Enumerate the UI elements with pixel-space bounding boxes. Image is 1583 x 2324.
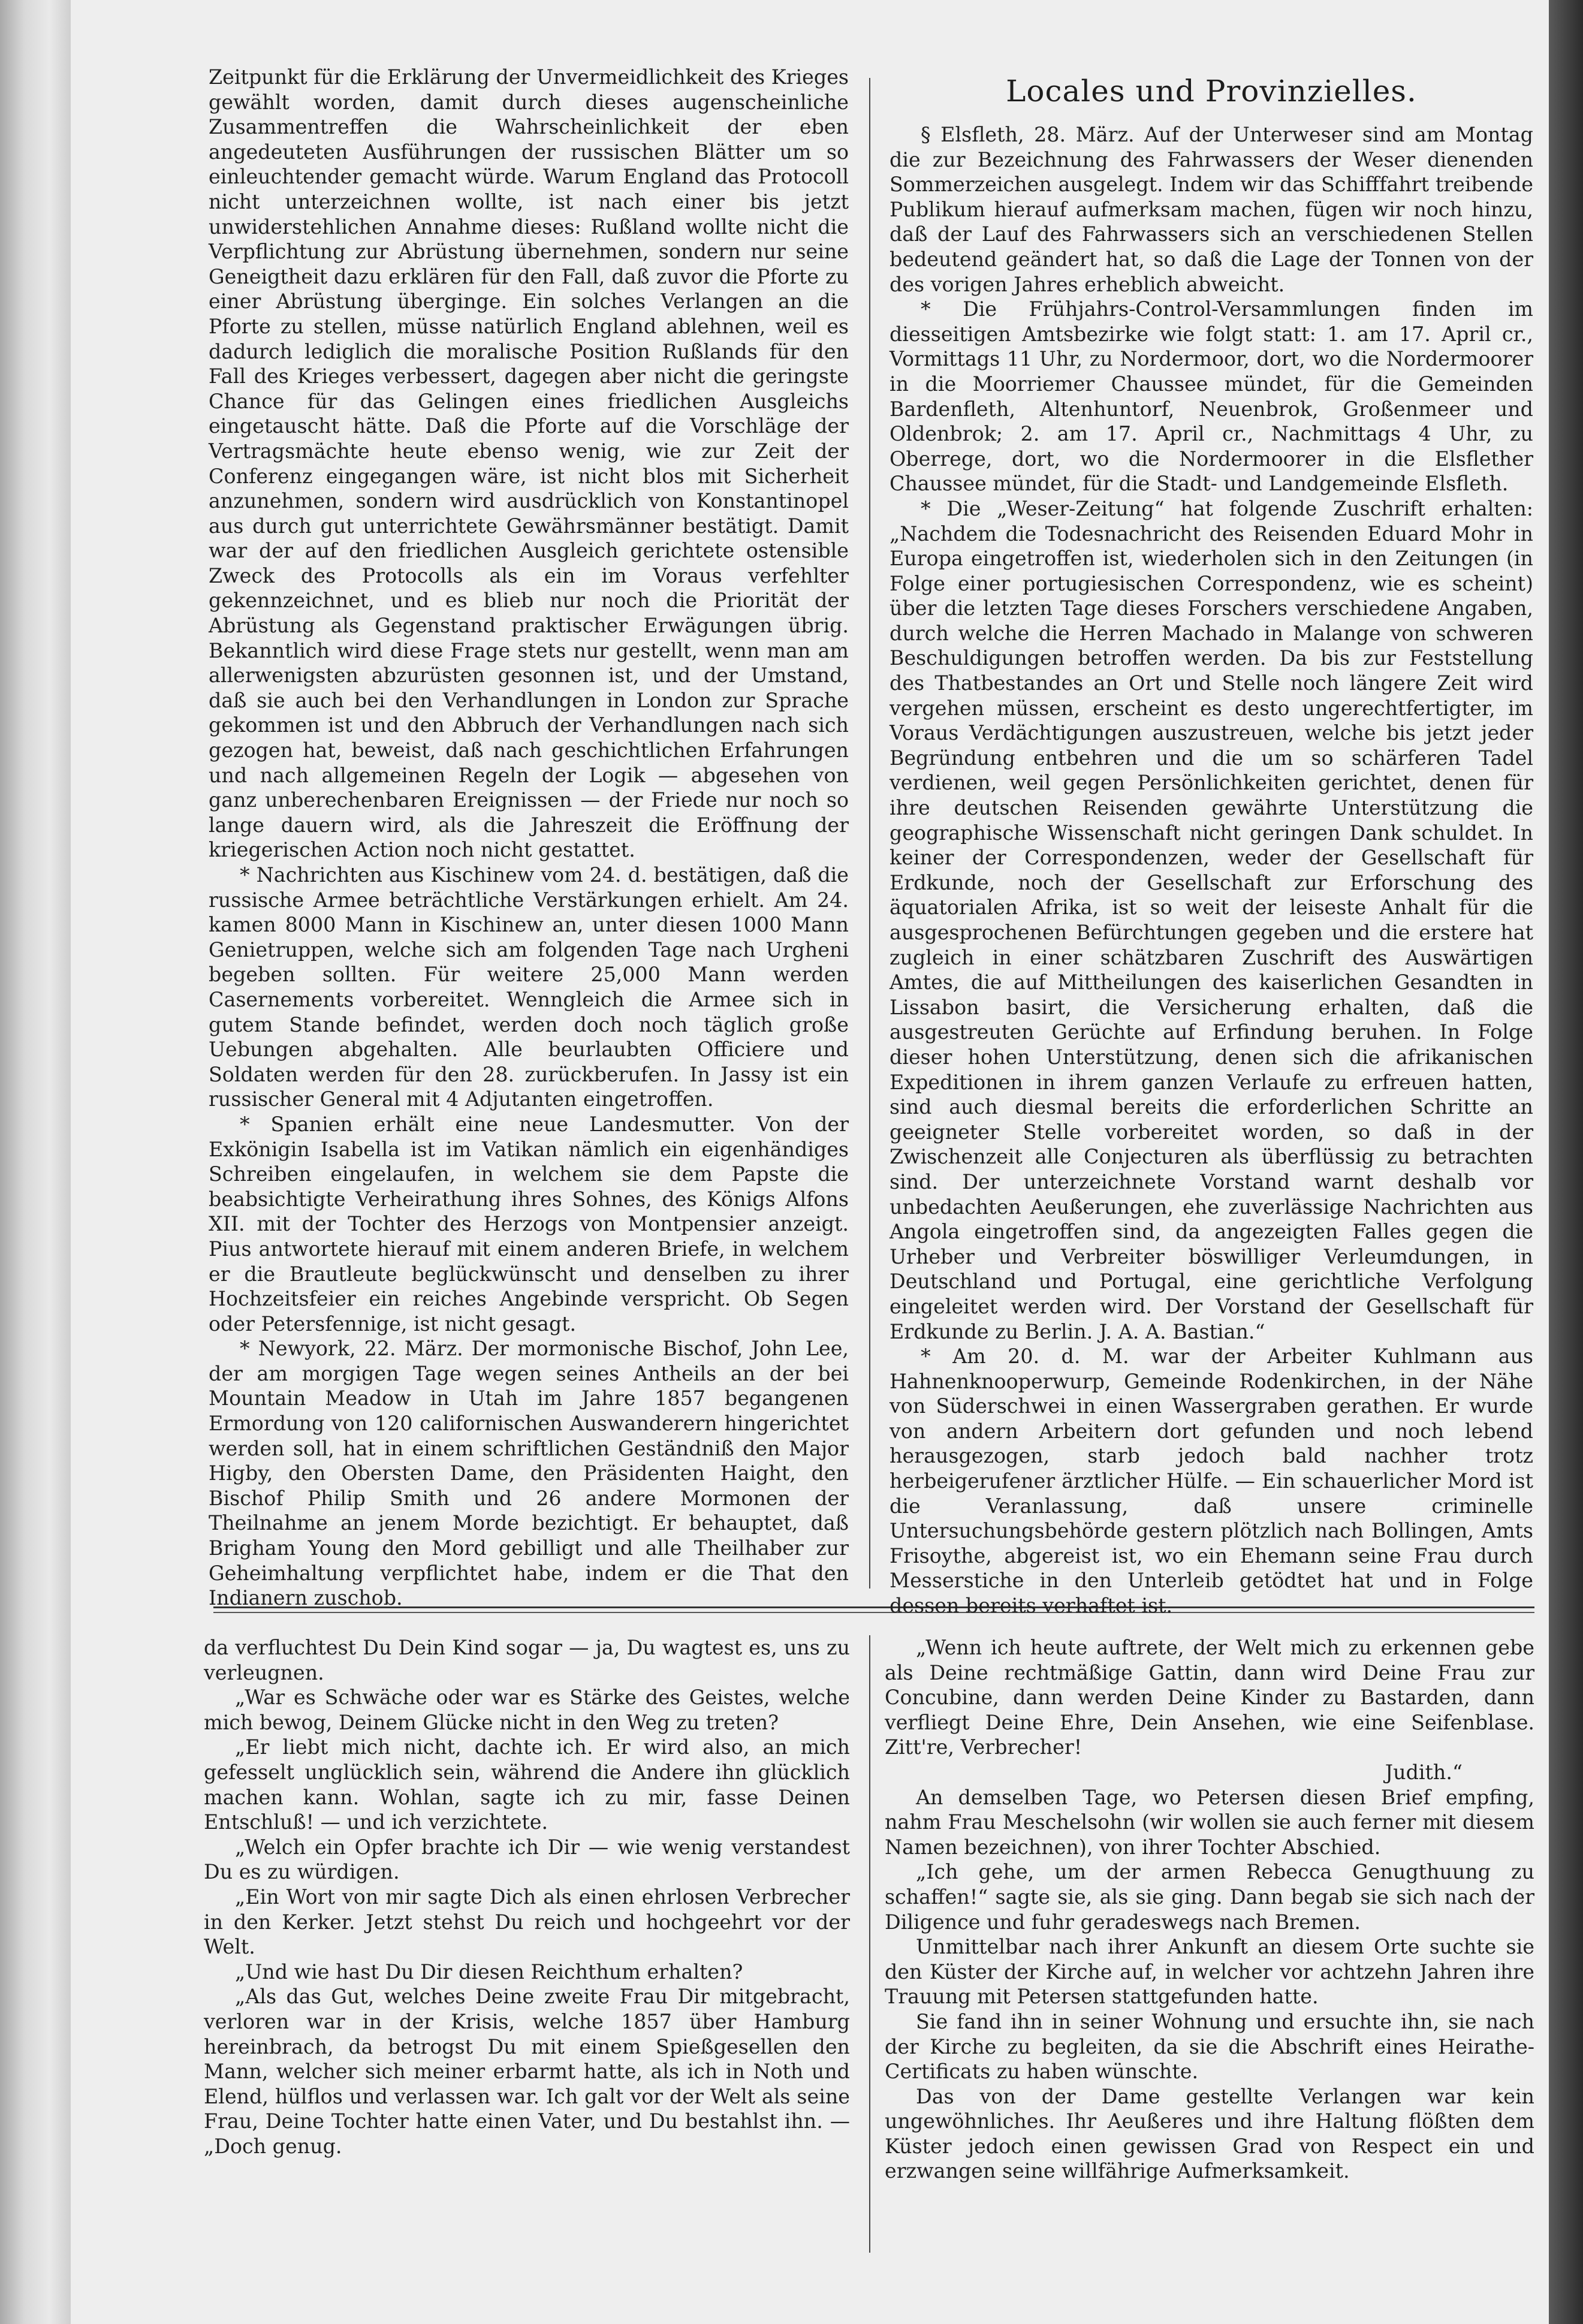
paragraph: Zeitpunkt für die Erklärung der Unvermeidlichkeit des Krieges gewählt worden, damit durch dieses augenscheinliche Zusammentreffen die Wahrscheinlichkeit der eben angedeuteten Ausführungen der russischen Blätter um so einleuchtender gemacht würde. Warum England das Protocoll nicht unterzeichnen wollte, ist nach einer bis jetzt unwiderstehlichen Annahme dieses: Rußland wollte nicht die Verpflichtung zur Abrüstung übernehmen, sondern nur seine Geneigtheit dazu erklären für den Fall, daß zuvor die Pforte zu einer Abrüstung überginge. Ein solches Verlangen an die Pforte zu stellen, müsse natürlich England ablehnen, weil es dadurch lediglich die moralische Position Rußlands für den Fall des Krieges verbessert, dagegen aber nicht die geringste Chance für das Gelingen eines friedlichen Ausgleichs eingetauscht hätte. Daß die Pforte auf die Vorschläge der Vertragsmächte heute ebenso wenig, wie zur Zeit der Conferenz eingegangen wäre, ist nicht blos mit Sicherheit anzunehmen, sondern wird ausdrücklich von Konstantinopel aus durch gut unterrichtete Gewährsmänner bestätigt. Damit war der auf den friedlichen Ausgleich gerichtete ostensible Zweck des Protocolls als ein im Voraus verfehlter gekennzeichnet, und es blieb nur noch die Priorität der Abrüstung als Gegenstand praktischer Erwägungen übrig. Bekanntlich wird diese Frage stets nur gestellt, wenn man am allerwenigsten abzurüsten gesonnen ist, und der Umstand, daß sie auch bei den Verhandlungen in London zur Sprache gekommen ist und den Abbruch der Verhandlungen nach sich gezogen hat, beweist, daß nach geschichtlichen Erfahrungen und nach allgemeinen Regeln der Logik — abgesehen von ganz unberechenbaren Ereignissen — der Friede nur noch so lange dauern wird, als die Jahreszeit die Eröffnung der kriegerischen Action noch nicht gestattet.	[209, 65, 849, 862]
column-top-right	[890, 122, 1533, 1618]
section-heading: Locales und Provinzielles.	[1006, 74, 1417, 108]
page-edge-right	[1549, 0, 1583, 2324]
paragraph: Das von der Dame gestellte Verlangen war kein ungewöhnliches. Ihr Aeußeres und ihre Haltung flößten dem Küster jedoch einen gewissen Grad von Respect ein und erzwangen seine willfährige Aufmerksamkeit.	[885, 2084, 1534, 2183]
paragraph: „War es Schwäche oder war es Stärke des Geistes, welche mich bewog, Deinem Glücke nicht in den Weg zu treten?	[204, 1686, 850, 1734]
column-bottom-left	[204, 1635, 850, 2253]
column-divider-bottom	[869, 1635, 870, 2253]
paragraph: „Welch ein Opfer brachte ich Dir — wie wenig verstandest Du es zu würdigen.	[204, 1835, 850, 1884]
signature-line: Judith.“	[1385, 1760, 1463, 1784]
paragraph: An demselben Tage, wo Petersen diesen Brief empfing, nahm Frau Meschelsohn (wir wollen sie auch ferner mit diesem Namen bezeichnen), von ihrer Tochter Abschied.	[885, 1785, 1534, 1859]
paragraph: * Nachrichten aus Kischinew vom 24. d. bestätigen, daß die russische Armee beträchtliche Verstärkungen erhielt. Am 24. kamen 8000 Mann in Kischinew an, unter diesen 1000 Mann Genietruppen, welche sich am folgenden Tage nach Urgheni begeben sollten. Für weitere 25,000 Mann werden Casernements vorbereitet. Wenngleich die Armee sich in gutem Stande befindet, werden doch noch täglich große Uebungen abgehalten. Alle beurlaubten Officiere und Soldaten werden für den 28. zurückberufen. In Jassy ist ein russischer General mit 4 Adjutanten eingetroffen.	[209, 863, 849, 1111]
paragraph: „Und wie hast Du Dir diesen Reichthum erhalten?	[235, 1960, 743, 1984]
page-edge-left	[0, 0, 73, 2324]
paragraph: da verfluchtest Du Dein Kind sogar — ja, Du wagtest es, uns zu verleugnen.	[204, 1636, 850, 1684]
paragraph: „Er liebt mich nicht, dachte ich. Er wird also, an mich gefesselt unglücklich sein, während die Andere ihn glücklich machen kann. Wohlan, sagte ich zu mir, fasse Deinen Entschluß! — und ich verzichtete.	[204, 1735, 850, 1834]
paragraph: * Am 20. d. M. war der Arbeiter Kuhlmann aus Hahnenknooperwurp, Gemeinde Rodenkirchen, in der Nähe von Süderschwei in einen Wassergraben gerathen. Er wurde von andern Arbeitern dort gefunden und noch lebend herausgezogen, starb jedoch bald nachher trotz herbeigerufener ärztlicher Hülfe. — Ein schauerlicher Mord ist die Veranlassung, daß unsere criminelle Untersuchungsbehörde gestern plötzlich nach Bollingen, Amts Frisoythe, abgereist ist, wo ein Ehemann seine Frau durch Messerstiche in den Unterleib getödtet hat und in Folge dessen bereits verhaftet ist.	[890, 1345, 1533, 1618]
column-bottom-right	[885, 1635, 1534, 2253]
paragraph: „Ein Wort von mir sagte Dich als einen ehrlosen Verbrecher in den Kerker. Jetzt stehst Du reich und hochgeehrt vor der Welt.	[204, 1885, 850, 1959]
paragraph: „Ich gehe, um der armen Rebecca Genugthuung zu schaffen!“ sagte sie, als sie ging. Dann begab sie sich nach der Diligence und fuhr geradeswegs nach Bremen.	[885, 1860, 1534, 1934]
column-top-left	[209, 65, 849, 1610]
paragraph: Sie fand ihn in seiner Wohnung und ersuchte ihn, sie nach der Kirche zu begleiten, da sie die Abschrift eines Heirathe-Certificats zu haben wünschte.	[885, 2009, 1534, 2084]
paragraph: „Wenn ich heute auftrete, der Welt mich zu erkennen gebe als Deine rechtmäßige Gattin, dann wird Deine Frau zur Concubine, dann werden Deine Kinder zu Bastarden, dann verfliegt Deine Ehre, Dein Ansehen, wie eine Seifenblase. Zitt're, Verbrecher!	[885, 1636, 1534, 1759]
paragraph: Unmittelbar nach ihrer Ankunft an diesem Orte suchte sie den Küster der Kirche auf, in welcher vor achtzehn Jahren ihre Trauung mit Petersen stattgefunden hatte.	[885, 1935, 1534, 2009]
column-divider-top	[869, 78, 870, 1588]
paragraph: * Die Frühjahrs-Control-Versammlungen finden im diesseitigen Amtsbezirke wie folgt statt: 1. am 17. April cr., Vormittags 11 Uhr, zu Nordermoor, dort, wo die Nordermoorer in die Moorriemer Chaussee mündet, für die Gemeinden Bardenfleth, Altenhuntorf, Neuenbrok, Großenmeer und Oldenbrok; 2. am 17. April cr., Nachmittags 4 Uhr, zu Oberrege, dort, wo die Nordermoorer in die Elsflether Chaussee mündet, für die Stadt- und Landgemeinde Elsfleth.	[890, 297, 1533, 496]
paragraph: * Spanien erhält eine neue Landesmutter. Von der Exkönigin Isabella ist im Vatikan nämlich ein eigenhändiges Schreiben eingelaufen, in welchem sie dem Papste die beabsichtigte Verheirathung ihres Sohnes, des Königs Alfons XII. mit der Tochter des Herzogs von Montpensier anzeigt. Pius antwortete hierauf mit einem anderen Briefe, in welchem er die Brautleute beglückwünscht und denselben zu ihrer Hochzeitsfeier ein reiches Angebinde verspricht. Ob Segen oder Petersfennige, ist nicht gesagt.	[209, 1112, 849, 1336]
paragraph: „Als das Gut, welches Deine zweite Frau Dir mitgebracht, verloren war in der Krisis, welche 1857 über Hamburg hereinbrach, da betrogst Du mit einem Spießgesellen den Mann, welcher sich meiner erbarmt hatte, als ich in Noth und Elend, hülflos und verlassen war. Ich galt vor der Welt als seine Frau, Deine Tochter hatte einen Vater, und Du bestahlst ihn. — „Doch genug.	[204, 1985, 850, 2158]
paragraph: * Die „Weser-Zeitung“ hat folgende Zuschrift erhalten: „Nachdem die Todesnachricht des Reisenden Eduard Mohr in Europa eingetroffen ist, wiederholen sich in den Zeitungen (in Folge einer portugiesischen Correspondenz, wie es scheint) über die letzten Tage dieses Forschers verschiedene Angaben, durch welche die Herren Machado in Malange von schweren Beschuldigungen betroffen werden. Da bis zur Feststellung des Thatbestandes an Ort und Stelle noch längere Zeit wird vergehen müssen, erscheint es desto ungerechtfertigter, im Voraus Verdächtigungen auszustreuen, welche bis jetzt jeder Begründung entbehren und die um so schärferen Tadel verdienen, weil gegen Persönlichkeiten gerichtet, denen für ihre deutschen Reisenden gewährte Unterstützung die geographische Wissenschaft nicht geringen Dank schuldet. In keiner der Correspondenzen, weder der Gesellschaft für Erdkunde, noch der Gesellschaft zur Erforschung des äquatorialen Afrika, ist so weit der leiseste Anhalt für die ausgesprochenen Befürchtungen gegeben und die erstere hat zugleich in einer schätzbaren Zuschrift des Auswärtigen Amtes, die auf Mittheilungen des kaiserlichen Gesandten in Lissabon basirt, die Versicherung erhalten, daß die ausgestreuten Gerüchte auf Erfindung beruhen. In Folge dieser hohen Unterstützung, denen sich die afrikanischen Expeditionen in ihrem ganzen Verlaufe zu erfreuen hatten, sind auch diesmal bereits die erforderlichen Schritte an geeigneter Stelle vorbereitet worden, so daß in der Zwischenzeit alle Conjecturen als überflüssig zu betrachten sind. Der unterzeichnete Vorstand warnt deshalb vor unbedachten Aeußerungen, ehe zuverlässige Nachrichten aus Angola eingetroffen sind, da angezeigten Falles gegen die Urheber und Verbreiter böswilliger Verleumdungen, in Deutschland und Portugal, eine gerichtliche Verfolgung eingeleitet werden wird. Der Vorstand der Gesellschaft für Erdkunde zu Berlin. J. A. A. Bastian.“	[890, 496, 1533, 1343]
paragraph: * Newyork, 22. März. Der mormonische Bischof, John Lee, der am morgigen Tage wegen seines Antheils an der bei Mountain Meadow in Utah im Jahre 1857 begangenen Ermordung von 120 californischen Auswanderern hingerichtet werden soll, hat in einem schriftlichen Geständniß den Major Higby, den Obersten Dame, den Präsidenten Haight, den Bischof Philip Smith und 26 andere Mormonen der Theilnahme an jenem Morde bezichtigt. Er behauptet, daß Brigham Young den Mord gebilligt und alle Theilhaber zur Geheimhaltung verpflichtet habe, indem er die That den Indianern zuschob.	[209, 1337, 849, 1610]
paragraph: § Elsfleth, 28. März. Auf der Unterweser sind am Montag die zur Bezeichnung des Fahrwassers der Weser dienenden Sommerzeichen ausgelegt. Indem wir das Schifffahrt treibende Publikum hierauf aufmerksam machen, fügen wir noch hinzu, daß der Lauf des Fahrwassers sich an verschiedenen Stellen bedeutend geändert hat, so daß die Lage der Tonnen von der des vorigen Jahres erheblich abweicht.	[890, 123, 1533, 296]
